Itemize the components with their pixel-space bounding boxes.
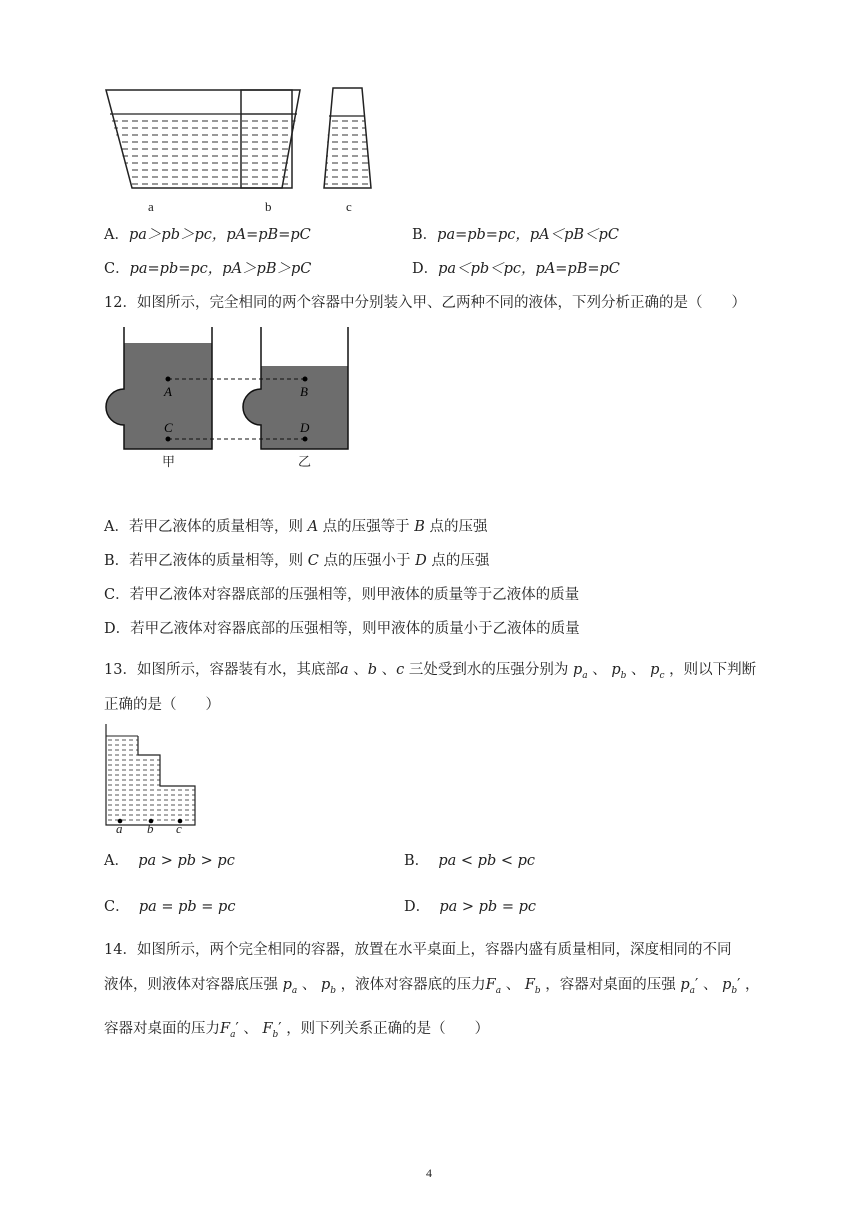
q13-option-a[interactable]: A． pa > pb > pc <box>104 853 235 869</box>
q13-stepped-container-figure <box>100 722 200 837</box>
container-label-jia: 甲 <box>162 455 176 470</box>
point-c-dot <box>166 437 171 442</box>
point-b-label: B <box>300 384 308 399</box>
q12-option-d[interactable]: D．若甲乙液体对容器底部的压强相等，则甲液体的质量小于乙液体的质量 <box>104 621 580 637</box>
q13-option-b[interactable]: B． pa < pb < pc <box>404 853 536 869</box>
q12-stem: 12．如图所示，完全相同的两个容器中分别装入甲、乙两种不同的液体，下列分析正确的是（ ） <box>104 295 746 311</box>
q13-stem-line2: 正确的是（ ） <box>104 697 220 713</box>
point-d-label: D <box>300 420 310 435</box>
q11-containers-figure <box>100 82 390 217</box>
point-b-dot <box>303 377 308 382</box>
q11-option-d[interactable]: D．pa＜pb＜pc，pA=pB=pC <box>412 261 620 277</box>
q13-point-a-label: a <box>116 821 123 836</box>
point-c-label: C <box>164 420 173 435</box>
figure-label-b: b <box>265 199 272 214</box>
q13-point-b-label: b <box>147 821 154 836</box>
q12-option-b[interactable]: B．若甲乙液体的质量相等，则 C 点的压强小于 D 点的压强 <box>104 553 490 569</box>
container-label-yi: 乙 <box>298 455 312 470</box>
q14-stem-line2: 液体，则液体对容器底压强 $p_a$ 、 $p_b$ ，液体对容器底的压力$F_a$ 、 $F_b$ ，容器对桌面的压强 $p_a'$ 、 $p_b'$ ， <box>104 977 760 996</box>
q14-stem-line3: 容器对桌面的压力$F_a'$ 、 $F_b'$ ，则下列关系正确的是（ ） <box>104 1021 490 1040</box>
q12-option-c[interactable]: C．若甲乙液体对容器底部的压强相等，则甲液体的质量等于乙液体的质量 <box>104 587 580 603</box>
q11-option-c[interactable]: C．pa=pb=pc，pA＞pB＞pC <box>104 261 312 277</box>
q12-option-a[interactable]: A．若甲乙液体的质量相等，则 A 点的压强等于 B 点的压强 <box>104 519 488 535</box>
figure-label-a: a <box>148 199 154 214</box>
q13-stem-line1: 13．如图所示，容器装有水，其底部a 、b 、c 三处受到水的压强分别为 $p_a$ 、 $p_b$ 、 $p_c$ ，则以下判断 <box>104 662 757 681</box>
figure-label-c: c <box>346 199 352 214</box>
point-a-dot <box>166 377 171 382</box>
q11-option-a[interactable]: A．pa＞pb＞pc，pA=pB=pC <box>104 227 311 243</box>
q11-option-b[interactable]: B．pa=pb=pc，pA＜pB＜pC <box>412 227 619 243</box>
q12-containers-figure <box>100 325 360 450</box>
point-d-dot <box>303 437 308 442</box>
q13-option-d[interactable]: D． pa > pb = pc <box>404 899 536 915</box>
q13-option-c[interactable]: C． pa = pb = pc <box>104 899 236 915</box>
q14-stem-line1: 14．如图所示，两个完全相同的容器，放置在水平桌面上，容器内盛有质量相同，深度相同的不同 <box>104 942 732 958</box>
point-a-label: A <box>164 384 172 399</box>
page-number: 4 <box>426 1166 432 1180</box>
q13-point-c-label: c <box>176 821 182 836</box>
